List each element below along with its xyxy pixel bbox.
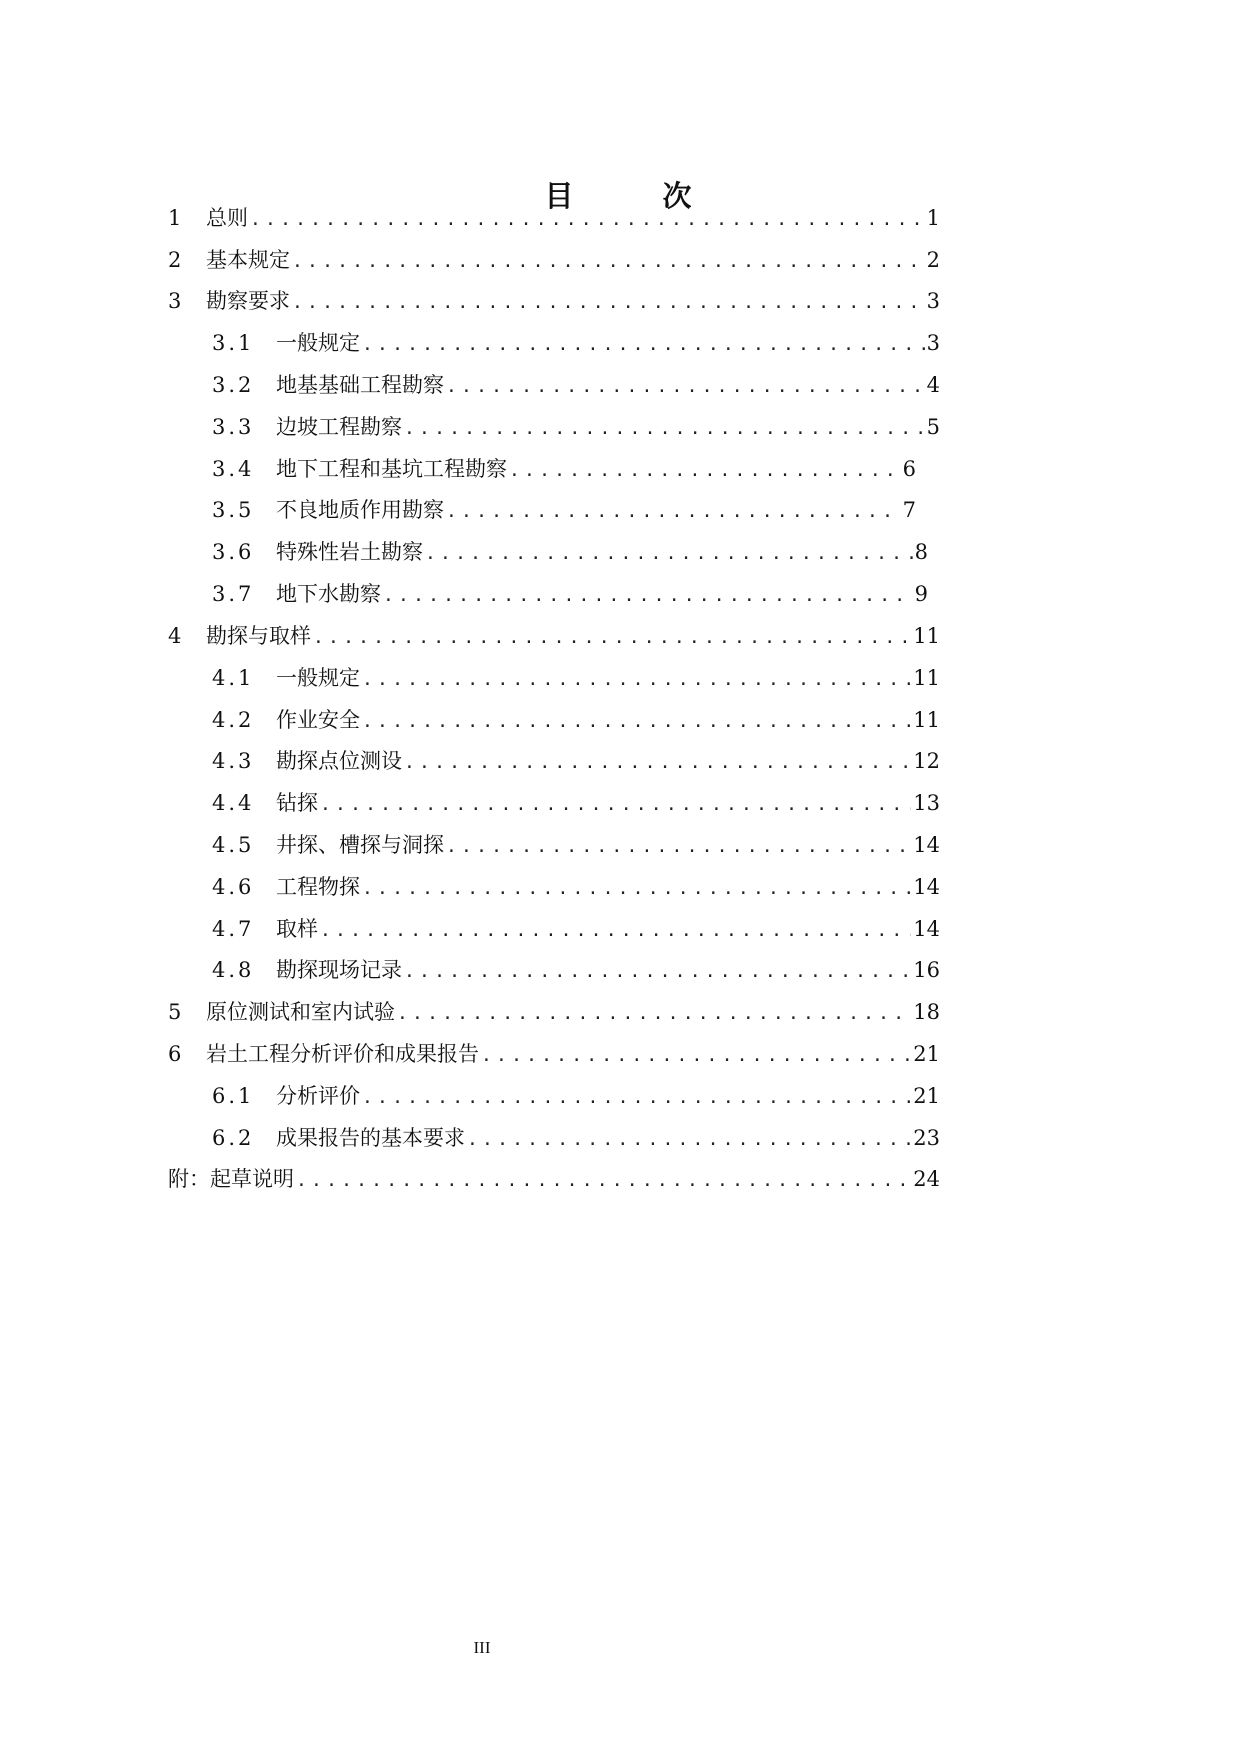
toc-entry-number: 3.7 [212, 582, 255, 606]
toc-entry-appendix[interactable] [168, 1163, 940, 1195]
toc-dot-leader [362, 329, 925, 361]
toc-entry[interactable] [212, 787, 940, 819]
toc-dot-leader [250, 204, 925, 236]
toc-entry-page: 8 [914, 540, 928, 564]
toc-entry-page: 5 [926, 415, 940, 439]
toc-entry-page: 2 [926, 248, 940, 272]
toc-entry-label: 作业安全 [276, 708, 360, 732]
toc-dot-leader [296, 1165, 911, 1197]
toc-entry-label: 原位测试和室内试验 [206, 1000, 395, 1024]
toc-entry-label: 特殊性岩土勘察 [276, 540, 423, 564]
toc-entry-label: 地下水勘察 [276, 582, 381, 606]
toc-entry-number: 4.6 [212, 875, 255, 899]
toc-dot-leader [292, 246, 925, 278]
toc-entry[interactable] [212, 369, 940, 401]
toc-entry-label: 成果报告的基本要求 [276, 1126, 465, 1150]
toc-entry-label: 勘探点位测设 [276, 749, 402, 773]
toc-entry-page: 16 [913, 958, 940, 982]
toc-entry-number: 1 [168, 206, 182, 230]
toc-dot-leader [383, 580, 913, 612]
toc-dot-leader [320, 915, 911, 947]
toc-entry-label: 井探、槽探与洞探 [276, 833, 444, 857]
toc-entry-page: 21 [913, 1042, 940, 1066]
toc-entry[interactable] [168, 202, 940, 234]
toc-title: 目 次 [544, 179, 722, 213]
toc-entry[interactable] [212, 578, 928, 610]
toc-entry[interactable] [212, 704, 940, 736]
toc-entry[interactable] [212, 954, 940, 986]
toc-entry-page: 24 [913, 1167, 940, 1191]
toc-entry-number: 3.4 [212, 457, 255, 481]
toc-entry[interactable] [212, 327, 940, 359]
toc-entry-page: 4 [926, 373, 940, 397]
toc-entry-number: 3.6 [212, 540, 255, 564]
toc-entry[interactable] [212, 411, 940, 443]
toc-entry-label: 钻探 [276, 791, 318, 815]
toc-entry[interactable] [168, 620, 940, 652]
toc-entry-page: 11 [913, 624, 940, 648]
toc-entry-label: 不良地质作用勘察 [276, 498, 444, 522]
toc-entry-label: 取样 [276, 917, 318, 941]
toc-entry[interactable] [212, 871, 940, 903]
toc-dot-leader [313, 622, 911, 654]
toc-entry-label: 分析评价 [276, 1084, 360, 1108]
toc-entry-page: 14 [913, 875, 940, 899]
toc-entry-number: 3 [168, 289, 182, 313]
toc-entry-number: 3.5 [212, 498, 255, 522]
page-number: III [473, 1638, 491, 1657]
toc-dot-leader [404, 747, 911, 779]
toc-dot-leader [481, 1040, 911, 1072]
toc-dot-leader [320, 789, 911, 821]
toc-entry[interactable] [212, 494, 916, 526]
toc-entry-page: 21 [913, 1084, 940, 1108]
toc-dot-leader [446, 371, 925, 403]
toc-entry-label: 一般规定 [276, 331, 360, 355]
toc-entry-number: 6.1 [212, 1084, 255, 1108]
toc-entry-page: 23 [913, 1126, 940, 1150]
toc-dot-leader [446, 496, 901, 528]
toc-entry-number: 4.1 [212, 666, 255, 690]
toc-dot-leader [362, 1082, 911, 1114]
toc-entry[interactable] [212, 913, 940, 945]
toc-entry-page: 13 [913, 791, 940, 815]
toc-entry-label: 勘察要求 [206, 289, 290, 313]
toc-entry-page: 18 [913, 1000, 940, 1024]
toc-dot-leader [292, 287, 925, 319]
toc-entry-number: 6 [168, 1042, 182, 1066]
toc-entry[interactable] [168, 244, 940, 276]
toc-entry-label: 附：起草说明 [168, 1167, 294, 1191]
toc-dot-leader [509, 455, 901, 487]
toc-entry-label: 勘探与取样 [206, 624, 311, 648]
toc-entry[interactable] [212, 453, 916, 485]
toc-entry[interactable] [168, 1038, 940, 1070]
toc-entry-page: 7 [902, 498, 916, 522]
toc-entry-number: 4.3 [212, 749, 255, 773]
toc-entry-label: 一般规定 [276, 666, 360, 690]
toc-entry-number: 3.2 [212, 373, 255, 397]
toc-entry[interactable] [212, 536, 928, 568]
toc-entry-label: 地下工程和基坑工程勘察 [276, 457, 507, 481]
toc-dot-leader [425, 538, 913, 570]
toc-entry-label: 基本规定 [206, 248, 290, 272]
toc-entry-page: 12 [913, 749, 940, 773]
toc-entry-page: 11 [913, 666, 940, 690]
toc-entry-page: 3 [926, 331, 940, 355]
toc-entry-page: 14 [913, 833, 940, 857]
toc-entry-label: 边坡工程勘察 [276, 415, 402, 439]
toc-entry[interactable] [212, 745, 940, 777]
toc-entry-page: 3 [926, 289, 940, 313]
toc-entry-page: 9 [914, 582, 928, 606]
toc-entry-number: 2 [168, 248, 182, 272]
toc-entry-page: 1 [926, 206, 940, 230]
toc-entry-label: 工程物探 [276, 875, 360, 899]
toc-entry-label: 勘探现场记录 [276, 958, 402, 982]
toc-dot-leader [446, 831, 911, 863]
toc-entry-number: 5 [168, 1000, 182, 1024]
toc-entry[interactable] [168, 996, 940, 1028]
toc-entry-number: 6.2 [212, 1126, 255, 1150]
toc-entry[interactable] [212, 662, 940, 694]
toc-dot-leader [404, 956, 911, 988]
toc-entry-number: 4.4 [212, 791, 255, 815]
toc-entry-number: 4.5 [212, 833, 255, 857]
toc-dot-leader [362, 664, 911, 696]
toc-entry-number: 4 [168, 624, 182, 648]
toc-entry-label: 岩土工程分析评价和成果报告 [206, 1042, 479, 1066]
toc-dot-leader [397, 998, 911, 1030]
toc-entry-label: 总则 [206, 206, 248, 230]
toc-dot-leader [362, 873, 911, 905]
toc-dot-leader [404, 413, 925, 445]
toc-entry-number: 3.3 [212, 415, 255, 439]
toc-entry-page: 14 [913, 917, 940, 941]
toc-entry-label: 地基基础工程勘察 [276, 373, 444, 397]
toc-entry-page: 6 [902, 457, 916, 481]
toc-entry-number: 3.1 [212, 331, 255, 355]
toc-dot-leader [467, 1124, 911, 1156]
toc-entry-number: 4.2 [212, 708, 255, 732]
toc-entry-page: 11 [913, 708, 940, 732]
toc-entry-number: 4.8 [212, 958, 255, 982]
toc-entry[interactable] [212, 1080, 940, 1112]
toc-entry[interactable] [212, 829, 940, 861]
toc-dot-leader [362, 706, 911, 738]
toc-entry-number: 4.7 [212, 917, 255, 941]
toc-entry[interactable] [212, 1122, 940, 1154]
toc-entry[interactable] [168, 285, 940, 317]
